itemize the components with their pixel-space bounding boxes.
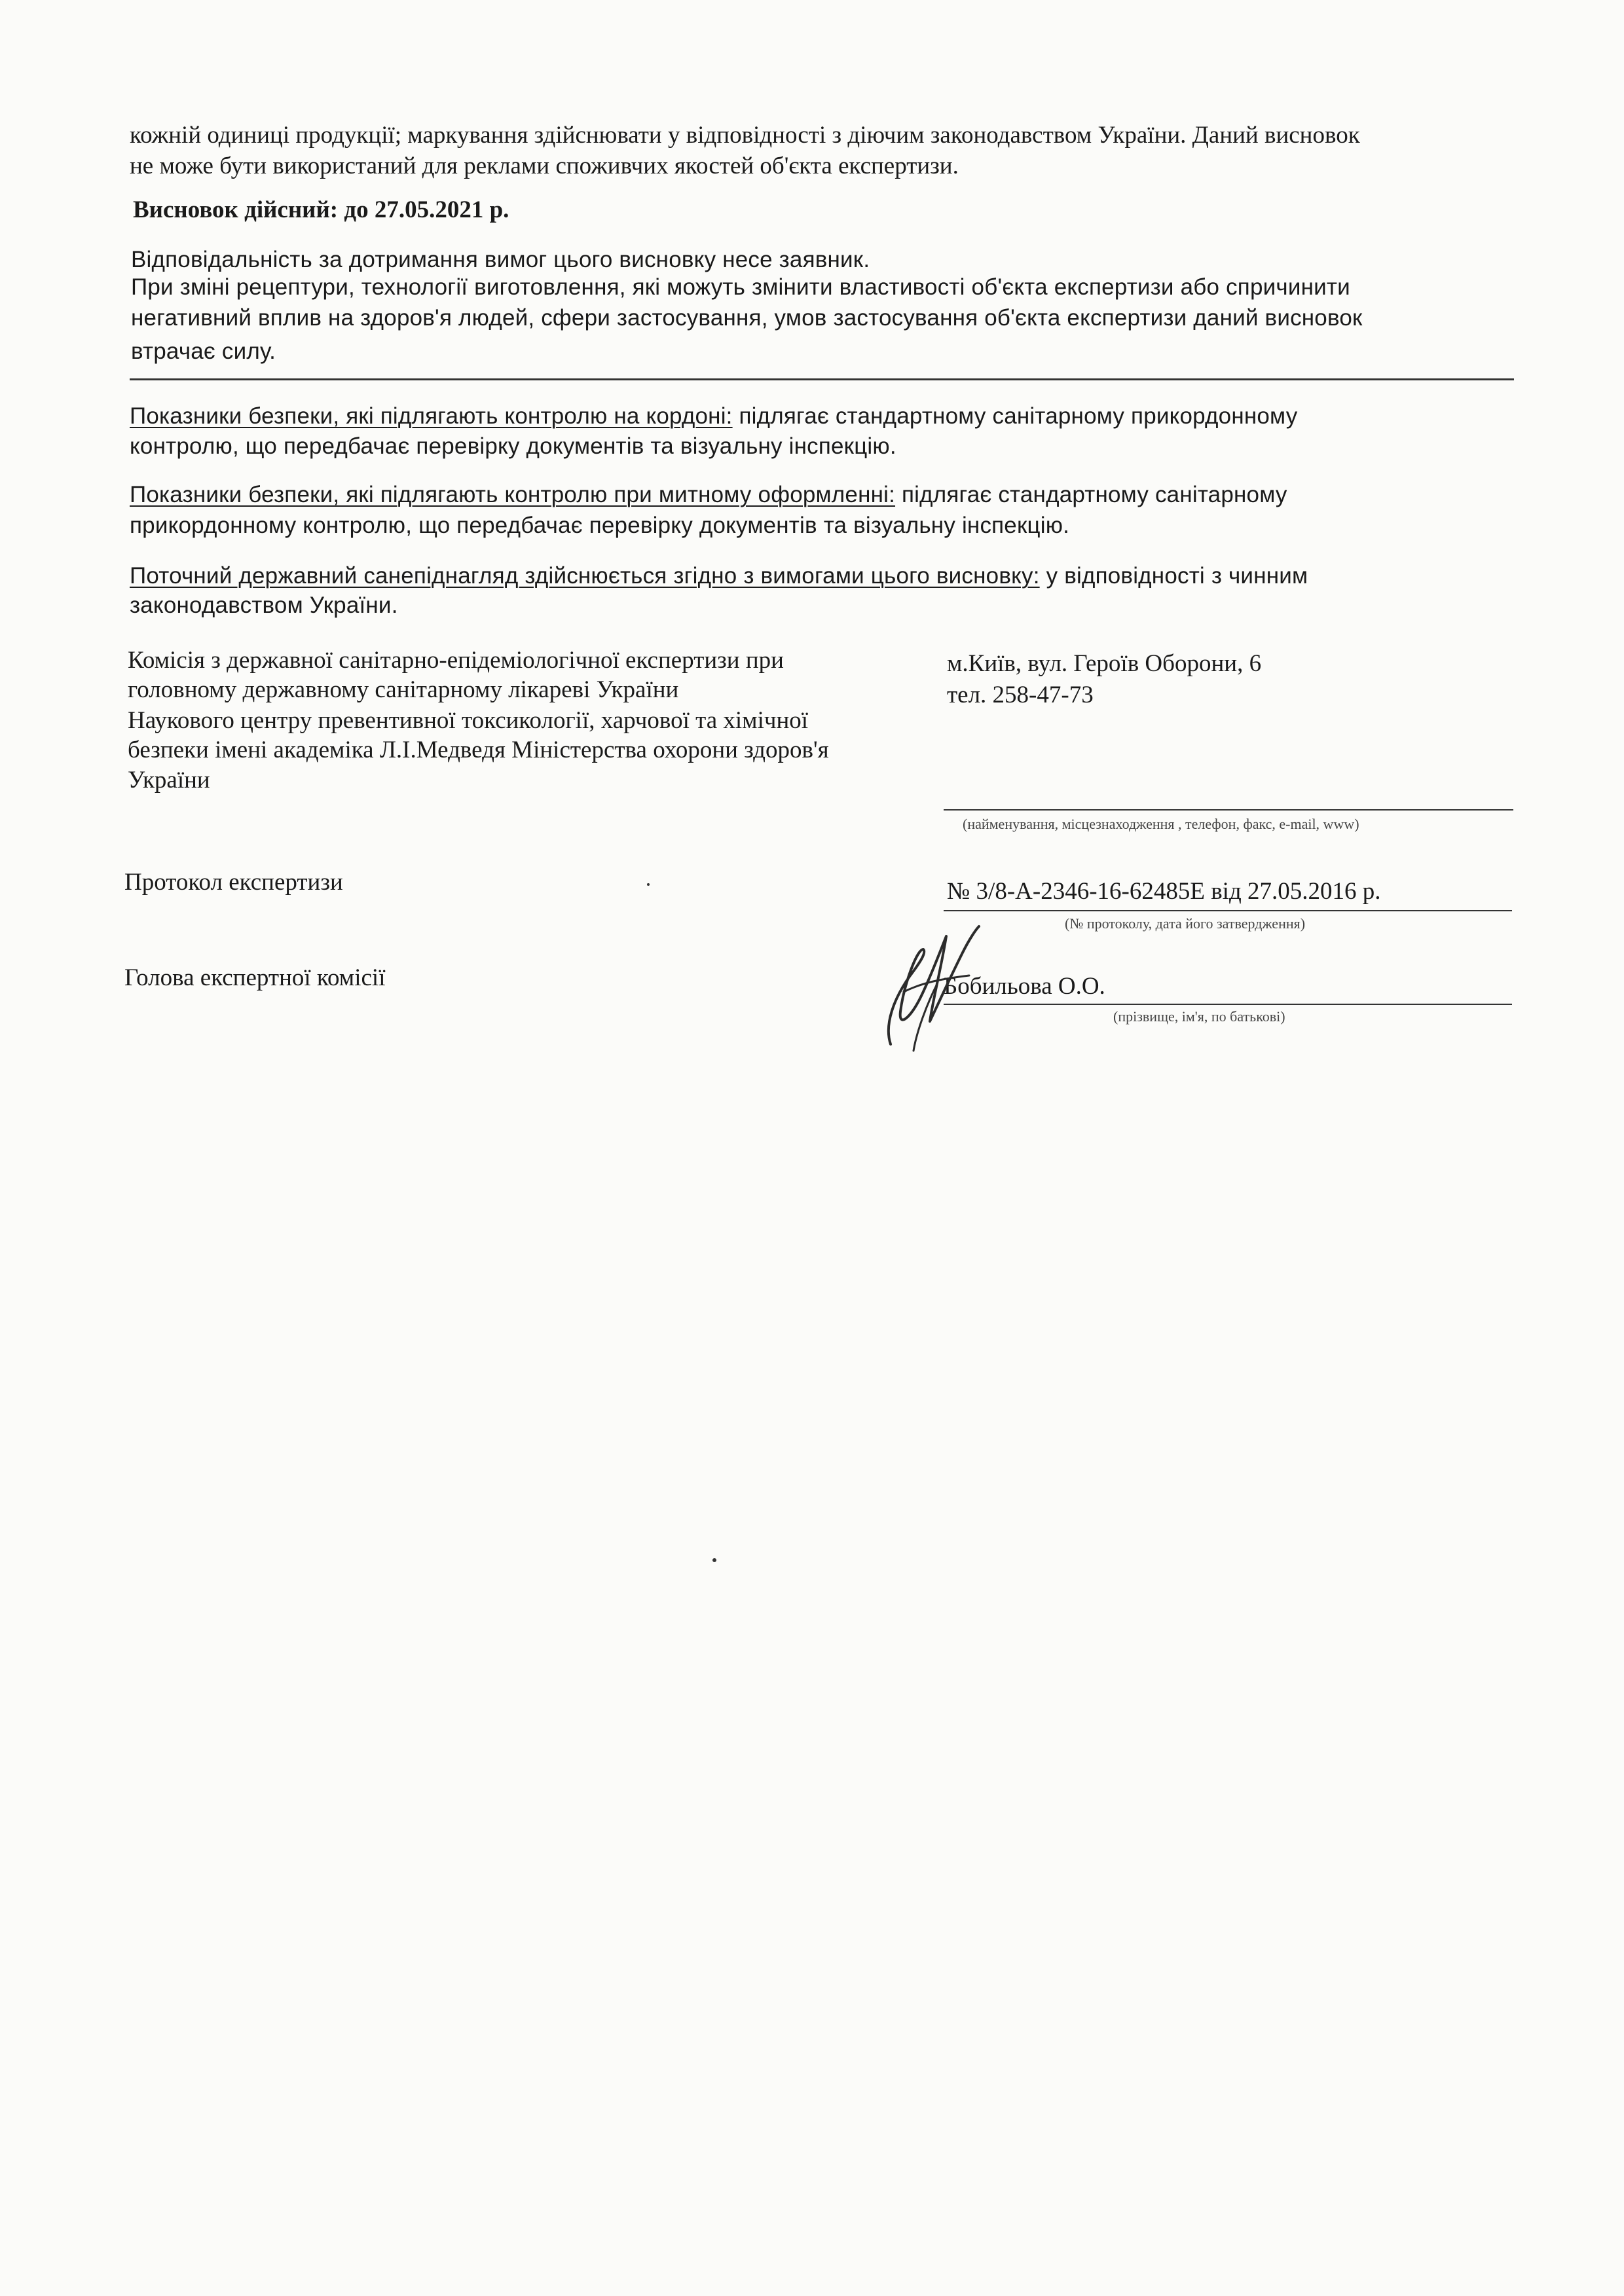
paper-speck xyxy=(647,883,650,886)
commission-line-1: Комісія з державної санітарно-епідеміологічної експертизи при xyxy=(128,647,784,674)
supervision-text: у відповідності з чинним xyxy=(1039,563,1308,589)
commission-line-4: безпеки імені академіка Л.І.Медведя Міністерства охорони здоров'я xyxy=(128,737,829,763)
protocol-underline xyxy=(944,910,1512,911)
address-caption: (найменування, місцезнаходження , телефон, факс, e-mail, www) xyxy=(963,816,1359,832)
supervision-line-1 xyxy=(130,562,1308,590)
validity-statement: Висновок дійсний: до 27.05.2021 р. xyxy=(133,196,509,223)
responsibility-line-3: негативний вплив на здоров'я людей, сфери застосування, умов застосування об'єкта експертизи даний висновок xyxy=(131,305,1363,331)
address-underline xyxy=(944,809,1513,811)
head-caption: (прізвище, ім'я, по батькові) xyxy=(1113,1008,1285,1025)
head-underline xyxy=(944,1004,1512,1005)
customs-control-label: Показники безпеки, які підлягають контролю при митному оформленні: xyxy=(130,482,896,507)
responsibility-line-4: втрачає силу. xyxy=(131,338,276,364)
commission-line-5: України xyxy=(128,767,210,793)
top-paragraph-line-1: кожній одиниці продукції; маркування здійснювати у відповідності з діючим законодавством України. Даний висновок xyxy=(130,122,1360,149)
address-line-1: м.Київ, вул. Героїв Оборони, 6 xyxy=(947,650,1262,677)
responsibility-line-2: При зміні рецептури, технології виготовлення, які можуть змінити властивості об'єкта експертизи або спричинити xyxy=(131,274,1350,300)
head-label: Голова експертної комісії xyxy=(124,964,386,991)
border-control-line-2: контролю, що передбачає перевірку документів та візуальну інспекцію. xyxy=(130,433,896,459)
section-divider xyxy=(130,378,1514,380)
protocol-caption: (№ протоколу, дата його затвердження) xyxy=(1065,915,1306,932)
border-control-label: Показники безпеки, які підлягають контролю на кордоні: xyxy=(130,403,733,429)
signature-icon xyxy=(864,913,1015,1057)
supervision-label: Поточний державний санепіднагляд здійснюється згідно з вимогами цього висновку: xyxy=(130,563,1040,589)
supervision-line-2: законодавством України. xyxy=(130,592,398,618)
head-name: Бобильова О.О. xyxy=(944,973,1105,1000)
address-line-2: тел. 258-47-73 xyxy=(947,682,1094,708)
border-control-line-1 xyxy=(130,403,1297,430)
customs-control-text: підлягає стандартному санітарному xyxy=(895,482,1287,507)
protocol-label: Протокол експертизи xyxy=(124,869,343,896)
commission-line-2: головному державному санітарному лікареві України xyxy=(128,676,679,703)
paper-speck xyxy=(712,1558,716,1562)
responsibility-line-1: Відповідальність за дотримання вимог цього висновку несе заявник. xyxy=(131,247,870,272)
commission-line-3: Наукового центру превентивної токсикології, харчової та хімічної xyxy=(128,707,809,734)
customs-control-line-1 xyxy=(130,481,1287,509)
protocol-value: № 3/8-А-2346-16-62485Е від 27.05.2016 р. xyxy=(947,878,1381,905)
top-paragraph-line-2: не може бути використаний для реклами споживчих якостей об'єкта експертизи. xyxy=(130,153,959,179)
border-control-text: підлягає стандартному санітарному прикордонному xyxy=(732,403,1298,429)
customs-control-line-2: прикордонному контролю, що передбачає перевірку документів та візуальну інспекцію. xyxy=(130,513,1070,538)
